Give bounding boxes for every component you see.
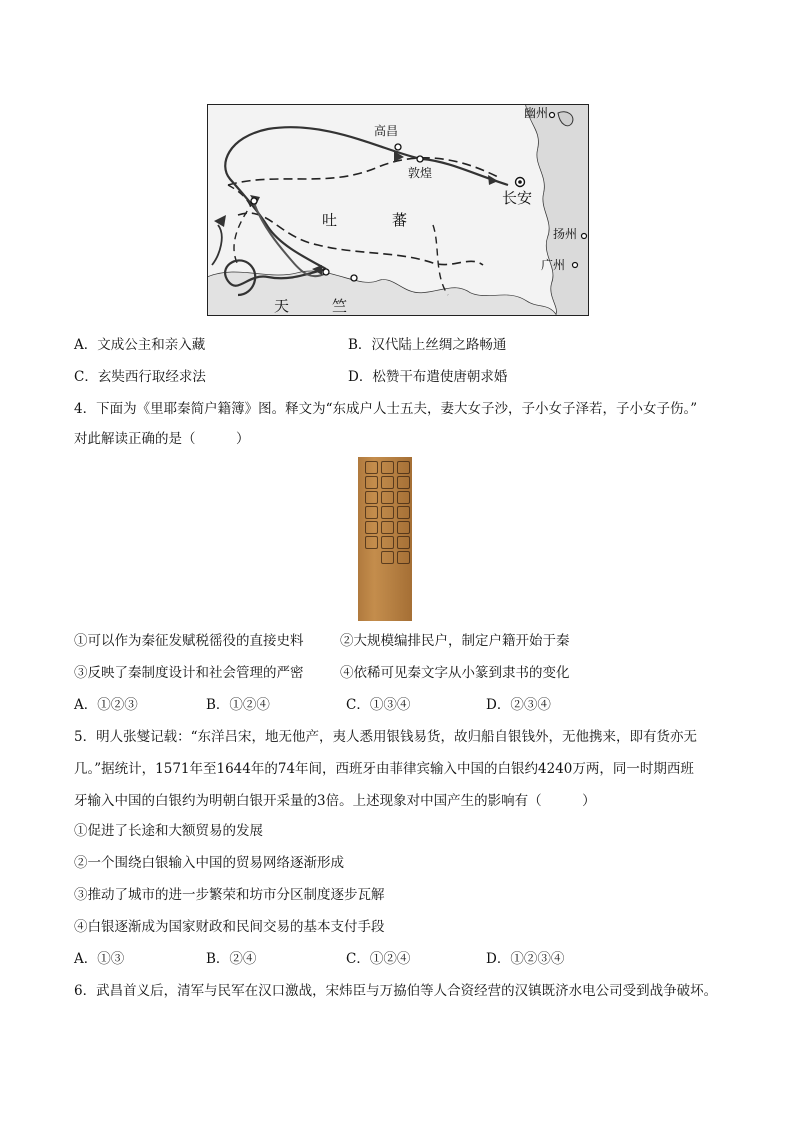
q5-stem-line1: 5．明人张燮记载：“东洋吕宋，地无他产，夷人悉用银钱易货，故归船自银钱外，无他携来，即有货亦无 xyxy=(74,729,697,745)
label-gaochang: 高昌 xyxy=(374,124,399,138)
q4-stem-line2: 对此解读正确的是（ ） xyxy=(74,431,250,447)
q3-option-b[interactable]: B．汉代陆上丝绸之路畅通 xyxy=(348,337,507,353)
map-border-dashed xyxy=(228,158,498,185)
route-sw xyxy=(212,225,222,265)
label-bo: 蕃 xyxy=(392,211,408,229)
q5-statement-1: ①促进了长途和大额贸易的发展 xyxy=(74,823,263,839)
q4-statement-3: ③反映了秦制度设计和社会管理的严密 xyxy=(74,665,304,681)
city-india-dot-1 xyxy=(323,269,329,275)
q5-stem-line2: 几。”据统计，1571年至1644年的74年间，西班牙由菲律宾输入中国的白银约4240万两，同一时期西班 xyxy=(74,761,694,777)
city-changan-dot-inner xyxy=(518,180,522,184)
q4-option-d[interactable]: D．②③④ xyxy=(486,697,551,713)
q3-option-d[interactable]: D．松赞干布遣使唐朝求婚 xyxy=(348,369,508,385)
map-south-sea xyxy=(208,271,556,315)
label-changan: 长安 xyxy=(502,189,533,207)
q5-option-a[interactable]: A．①③ xyxy=(74,951,125,967)
city-india-dot-2 xyxy=(351,275,357,281)
q3-option-c[interactable]: C．玄奘西行取经求法 xyxy=(74,369,206,385)
bamboo-slip-image xyxy=(358,457,412,621)
label-guangzhou: 广州 xyxy=(541,258,566,272)
city-guangzhou-dot xyxy=(573,263,578,268)
q6-stem-line1: 6．武昌首义后，清军与民军在汉口激战，宋炜臣与万拹伯等人合资经营的汉镇既济水电公司受到战争破坏。 xyxy=(74,983,718,999)
q5-option-d[interactable]: D．①②③④ xyxy=(486,951,565,967)
label-tian: 天 xyxy=(274,297,290,315)
label-tu: 吐 xyxy=(322,211,338,229)
q4-option-a[interactable]: A．①②③ xyxy=(74,697,138,713)
slip-column-3 xyxy=(396,461,410,564)
q5-statement-4: ④白银逐渐成为国家财政和民间交易的基本支付手段 xyxy=(74,919,385,935)
route-map xyxy=(207,104,589,316)
label-dunhuang: 敦煌 xyxy=(408,166,433,180)
label-youzhou: 幽州 xyxy=(524,106,549,120)
q4-stem-line1: 4．下面为《里耶秦简户籍簿》图。释文为“东成户人士五夫，妻大女子沙，子小女子泽若，子小女子伤。” xyxy=(74,401,698,417)
q5-stem-line3: 牙输入中国的白银约为明朝白银开采量的3倍。上述现象对中国产生的影响有（ ） xyxy=(74,793,596,809)
q4-option-c[interactable]: C．①③④ xyxy=(346,697,411,713)
route-map-svg xyxy=(208,105,588,315)
city-yangzhou-dot xyxy=(582,234,587,239)
q4-statement-4: ④依稀可见秦文字从小篆到隶书的变化 xyxy=(340,665,570,681)
q4-statement-2: ②大规模编排民户，制定户籍开始于秦 xyxy=(340,633,570,649)
route-loop xyxy=(254,203,326,276)
route-arrow-5 xyxy=(214,215,226,227)
q4-statement-1: ①可以作为秦征发赋税徭役的直接史料 xyxy=(74,633,304,649)
q5-statement-2: ②一个围绕白银输入中国的贸易网络逐渐形成 xyxy=(74,855,344,871)
city-dunhuang-dot xyxy=(417,156,423,162)
route-outbound xyxy=(225,127,508,269)
q5-option-b[interactable]: B．②④ xyxy=(206,951,257,967)
q4-option-b[interactable]: B．①②④ xyxy=(206,697,270,713)
label-yangzhou: 扬州 xyxy=(553,227,578,241)
label-zhu: 竺 xyxy=(332,297,348,315)
q5-option-c[interactable]: C．①②④ xyxy=(346,951,411,967)
city-gaochang-dot xyxy=(395,144,401,150)
slip-column-1 xyxy=(364,461,378,549)
slip-column-2 xyxy=(380,461,394,564)
city-west-dot xyxy=(251,198,257,204)
map-sea xyxy=(526,105,588,315)
city-youzhou-dot xyxy=(550,113,555,118)
q5-statement-3: ③推动了城市的进一步繁荣和坊市分区制度逐步瓦解 xyxy=(74,887,385,903)
q3-option-a[interactable]: A．文成公主和亲入藏 xyxy=(74,337,206,353)
